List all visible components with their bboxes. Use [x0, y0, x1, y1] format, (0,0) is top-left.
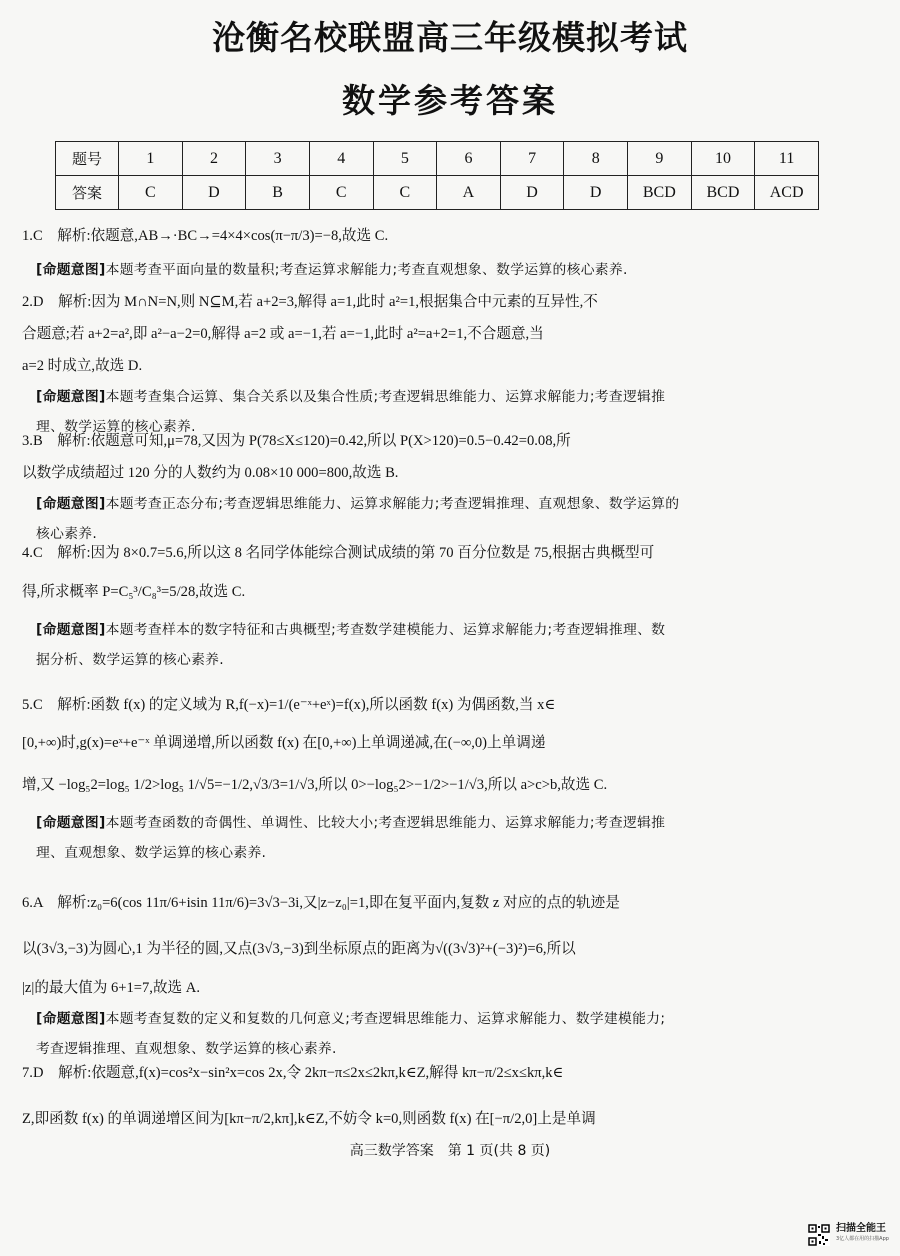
solution-line: 以(3√3,−3)为圆心,1 为半径的圆,又点(3√3,−3)到坐标原点的距离为√((3√3)²+(−3)²)=6,所以 [22, 941, 576, 957]
table-cell: BCD [691, 176, 755, 210]
table-cell: C [119, 176, 183, 210]
intent-line [22, 808, 837, 838]
scanner-tagline: 3亿人都在用的扫描App [836, 1236, 889, 1242]
intent-line [22, 382, 837, 412]
qr-code-icon [808, 1224, 830, 1246]
solution-line: 1.C 解析:依题意,AB→·BC→=4×4×cos(π−π/3)=−8,故选 C. [22, 228, 389, 244]
table-cell: 3 [246, 142, 310, 176]
solution-line: 增,又 −log₅2=log₅ 1/2>log₅ 1/√5=−1/2,√3/3=1/√3,所以 0>−log₅2>−1/2>−1/√3,所以 a>c>b,故选 C. [22, 777, 608, 793]
solution-line: a=2 时成立,故选 D. [22, 358, 143, 374]
solution-line: 3.B 解析:依题意可知,μ=78,又因为 P(78≤X≤120)=0.42,所以 P(X>120)=0.5−0.42=0.08,所 [22, 433, 571, 449]
intent-tag: [命题意图] [36, 389, 106, 405]
table-cell: 8 [564, 142, 628, 176]
intent-text: 本题考查样本的数字特征和古典概型;考查数学建模能力、运算求解能力;考查逻辑推理、数 [105, 622, 666, 638]
solution-line: 5.C 解析:函数 f(x) 的定义域为 R,f(−x)=1/(e⁻ˣ+eˣ)=f(x),所以函数 f(x) 为偶函数,当 x∈ [22, 697, 556, 713]
solution-line: 合题意;若 a+2=a²,即 a²−a−2=0,解得 a=2 或 a=−1,若 a=−1,此时 a²=a+2=1,不合题意,当 [22, 326, 544, 342]
table-cell: 6 [437, 142, 501, 176]
solution-line: 4.C 解析:因为 8×0.7=5.6,所以这 8 名同学体能综合测试成绩的第 70 百分位数是 75,根据古典概型可 [22, 545, 655, 561]
table-cell: C [309, 176, 373, 210]
table-cell: B [246, 176, 310, 210]
solution-line: 以数学成绩超过 120 分的人数约为 0.08×10 000=800,故选 B. [22, 465, 399, 481]
table-cell: BCD [628, 176, 692, 210]
intent-line [22, 255, 837, 285]
row-label-question: 题号 [56, 142, 119, 176]
solution-q3 [22, 425, 837, 549]
intent-tag: [命题意图] [36, 262, 106, 278]
solution-q6 [22, 880, 837, 1064]
intent-text: 本题考查复数的定义和复数的几何意义;考查逻辑思维能力、运算求解能力、数学建模能力; [105, 1011, 666, 1027]
table-cell: 5 [373, 142, 437, 176]
table-cell: D [564, 176, 628, 210]
table-cell: ACD [755, 176, 819, 210]
solution-line: 2.D 解析:因为 M∩N=N,则 N⊆M,若 a+2=3,解得 a=1,此时 a²=1,根据集合中元素的互异性,不 [22, 294, 598, 310]
solution-q4 [22, 537, 837, 675]
table-cell: 4 [309, 142, 373, 176]
row-label-answer: 答案 [56, 176, 119, 210]
page-footer: 高三数学答案 第 1 页(共 8 页) [349, 1143, 551, 1159]
intent-line: 理、直观想象、数学运算的核心素养. [36, 845, 267, 861]
solution-line: Z,即函数 f(x) 的单调递增区间为[kπ−π/2,kπ],k∈Z,不妨令 k=0,则函数 f(x) 在[−π/2,0]上是单调 [22, 1111, 596, 1127]
table-cell: D [182, 176, 246, 210]
solution-q5 [22, 686, 837, 868]
scanner-watermark [836, 1223, 889, 1245]
solution-q1 [22, 217, 837, 285]
intent-line: 据分析、数学运算的核心素养. [36, 652, 224, 668]
question-number-row [56, 142, 819, 176]
solution-q2 [22, 286, 837, 442]
table-cell: A [437, 176, 501, 210]
solution-line: 得,所求概率 P=C₅³/C₈³=5/28,故选 C. [22, 584, 246, 600]
table-cell: 9 [628, 142, 692, 176]
intent-tag: [命题意图] [36, 622, 106, 638]
table-cell: 2 [182, 142, 246, 176]
solution-line: [0,+∞)时,g(x)=eˣ+e⁻ˣ 单调递增,所以函数 f(x) 在[0,+∞)上单调递减,在(−∞,0)上单调递 [22, 735, 546, 751]
intent-line: 考查逻辑推理、直观想象、数学运算的核心素养. [36, 1041, 337, 1057]
answer-row [56, 176, 819, 210]
answer-table [55, 141, 819, 210]
intent-line [22, 1004, 837, 1034]
answer-subtitle: 数学参考答案 [342, 81, 558, 120]
table-cell: 10 [691, 142, 755, 176]
intent-tag: [命题意图] [36, 496, 106, 512]
exam-title: 沧衡名校联盟高三年级模拟考试 [212, 18, 688, 57]
solution-line: 7.D 解析:依题意,f(x)=cos²x−sin²x=cos 2x,令 2kπ−π≤2x≤2kπ,k∈Z,解得 kπ−π/2≤x≤kπ,k∈ [22, 1065, 564, 1081]
intent-line [22, 615, 837, 645]
intent-tag: [命题意图] [36, 815, 106, 831]
intent-text: 本题考查集合运算、集合关系以及集合性质;考查逻辑思维能力、运算求解能力;考查逻辑推 [105, 389, 666, 405]
table-cell: C [373, 176, 437, 210]
intent-line: 理、数学运算的核心素养. [36, 419, 196, 435]
solution-q7 [22, 1050, 837, 1142]
intent-text: 本题考查正态分布;考查逻辑思维能力、运算求解能力;考查逻辑推理、直观想象、数学运算的 [105, 496, 680, 512]
solution-line: |z|的最大值为 6+1=7,故选 A. [22, 980, 200, 996]
table-cell: 7 [500, 142, 564, 176]
intent-text: 本题考查平面向量的数量积;考查运算求解能力;考查直观想象、数学运算的核心素养. [105, 262, 628, 278]
table-cell: 1 [119, 142, 183, 176]
intent-tag: [命题意图] [36, 1011, 106, 1027]
table-cell: D [500, 176, 564, 210]
table-cell: 11 [755, 142, 819, 176]
intent-line [22, 489, 837, 519]
scanner-brand: 扫描全能王 [836, 1223, 886, 1234]
intent-line: 核心素养. [36, 526, 98, 542]
intent-text: 本题考查函数的奇偶性、单调性、比较大小;考查逻辑思维能力、运算求解能力;考查逻辑推 [105, 815, 666, 831]
solution-line: 6.A 解析:z₀=6(cos 11π/6+isin 11π/6)=3√3−3i,又|z−z₀|=1,即在复平面内,复数 z 对应的点的轨迹是 [22, 895, 620, 911]
